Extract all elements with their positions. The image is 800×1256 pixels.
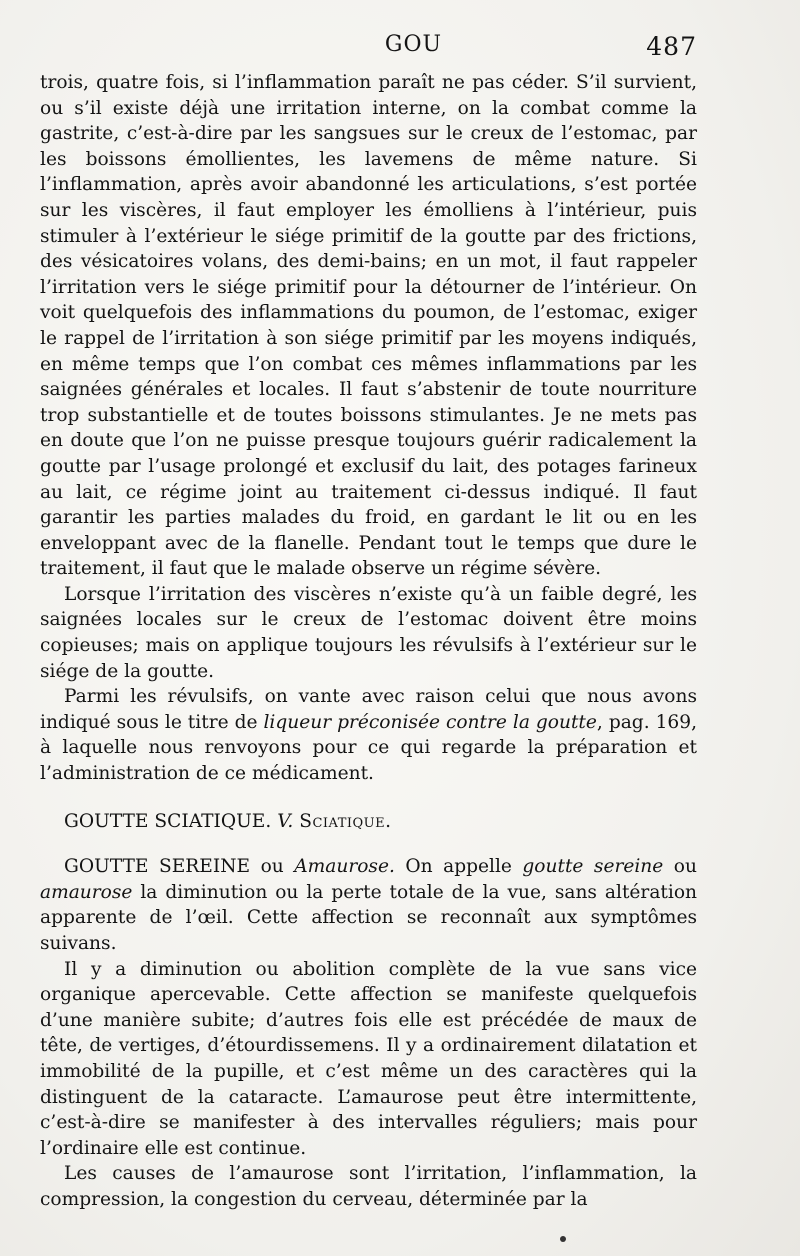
text-run: On appelle — [405, 856, 523, 878]
italic-term: amaurose — [40, 881, 133, 903]
running-header — [40, 30, 697, 70]
entry-goutte-sereine — [40, 854, 697, 956]
paragraph-viscera: Lorsque l’irritation des viscères n’existe qu’à un faible degré, les saignées locales sur le creux de l’estomac doivent être moins copieuses; mais on applique toujours les révulsifs à l’extérieur sur le siége de la goutte. — [40, 583, 697, 682]
entry-or: ou — [260, 856, 284, 878]
entry-term: GOUTTE SEREINE — [64, 856, 251, 878]
cross-ref-prefix: V. — [277, 810, 294, 832]
cross-ref-target: Sciatique. — [299, 810, 392, 832]
text-run: , pag. 169, à laquelle nous renvoyons pour ce qui regarde la préparation et l’administration de ce médicament. — [40, 711, 697, 785]
entry-goutte-sciatique — [40, 809, 697, 835]
text-run: ou — [663, 856, 697, 878]
paragraph-causes: Les causes de l’amaurose sont l’irritation, l’inflammation, la compression, la congestion du cerveau, déterminée par la — [40, 1163, 697, 1210]
page-number: 487 — [646, 32, 697, 61]
paragraph-continued: trois, quatre fois, si l’inflammation paraît ne pas céder. S’il survient, ou s’il existe déjà une irritation interne, on la combat comme la gastrite, c’est-à-dire par les sangsues sur le creux de l’estomac, par les boissons émollientes, les lavemens de même nature. Si l’inflammation, après avoir abandonné les articulations, s’est portée sur les viscères, il faut employer les émolliens à l’intérieur, puis stimuler à l’extérieur le siége primitif de la goutte par des frictions, des vésicatoires volans, des demi-bains; en un mot, il faut rappeler l’irritation vers le siége primitif pour la détourner de l’intérieur. On voit quelquefois des inflammations du poumon, de l’estomac, exiger le rappel de l’irritation à son siége primitif par les moyens indiqués, en même temps que l’on combat ces mêmes inflammations par les saignées générales et locales. Il faut s’abstenir de toute nourriture trop substantielle et de toutes boissons stimulantes. Je ne mets pas en doute que l’on ne puisse presque toujours guérir radicalement la goutte par l’usage prolongé et exclusif du lait, des potages farineux au lait, ce régime joint au traitement ci-dessus indiqué. Il faut garantir les parties malades du froid, en gardant le lit ou en les enveloppant avec de la flanelle. Pendant tout le temps que dure le traitement, il faut que le malade observe un régime sévère. — [40, 72, 697, 580]
text-run: la diminution ou la perte totale de la vue, sans altération apparente de l’œil. Cette affection se reconnaît aux symptômes suivans. — [40, 881, 697, 954]
entry-term: GOUTTE SCIATIQUE. — [64, 810, 272, 832]
italic-term: liqueur préconisée contre la goutte — [263, 711, 597, 733]
page-body — [40, 70, 697, 1213]
running-title: GOU — [384, 32, 443, 57]
paragraph-symptoms: Il y a diminution ou abolition complète de la vue sans vice organique apercevable. Cette affection se manifeste quelquefois d’une manière subite; d’autres fois elle est précédée de maux de tête, de vertiges, d’étourdissemens. Il y a ordinairement dilatation et immobilité de la pupille, et c’est même un des caractères qui la distinguent de la cataracte. L’amaurose peut être intermittente, c’est-à-dire se manifester à des intervalles réguliers; mais pour l’ordinaire elle est continue. — [40, 958, 697, 1159]
entry-synonym: Amaurose. — [294, 856, 395, 878]
italic-term: goutte sereine — [522, 856, 664, 878]
print-mark — [560, 1236, 566, 1242]
text-run: Parmi les révulsifs, on vante avec raison celui que nous avons indiqué sous le titre de — [40, 686, 697, 733]
paragraph-revulsifs — [40, 684, 697, 786]
